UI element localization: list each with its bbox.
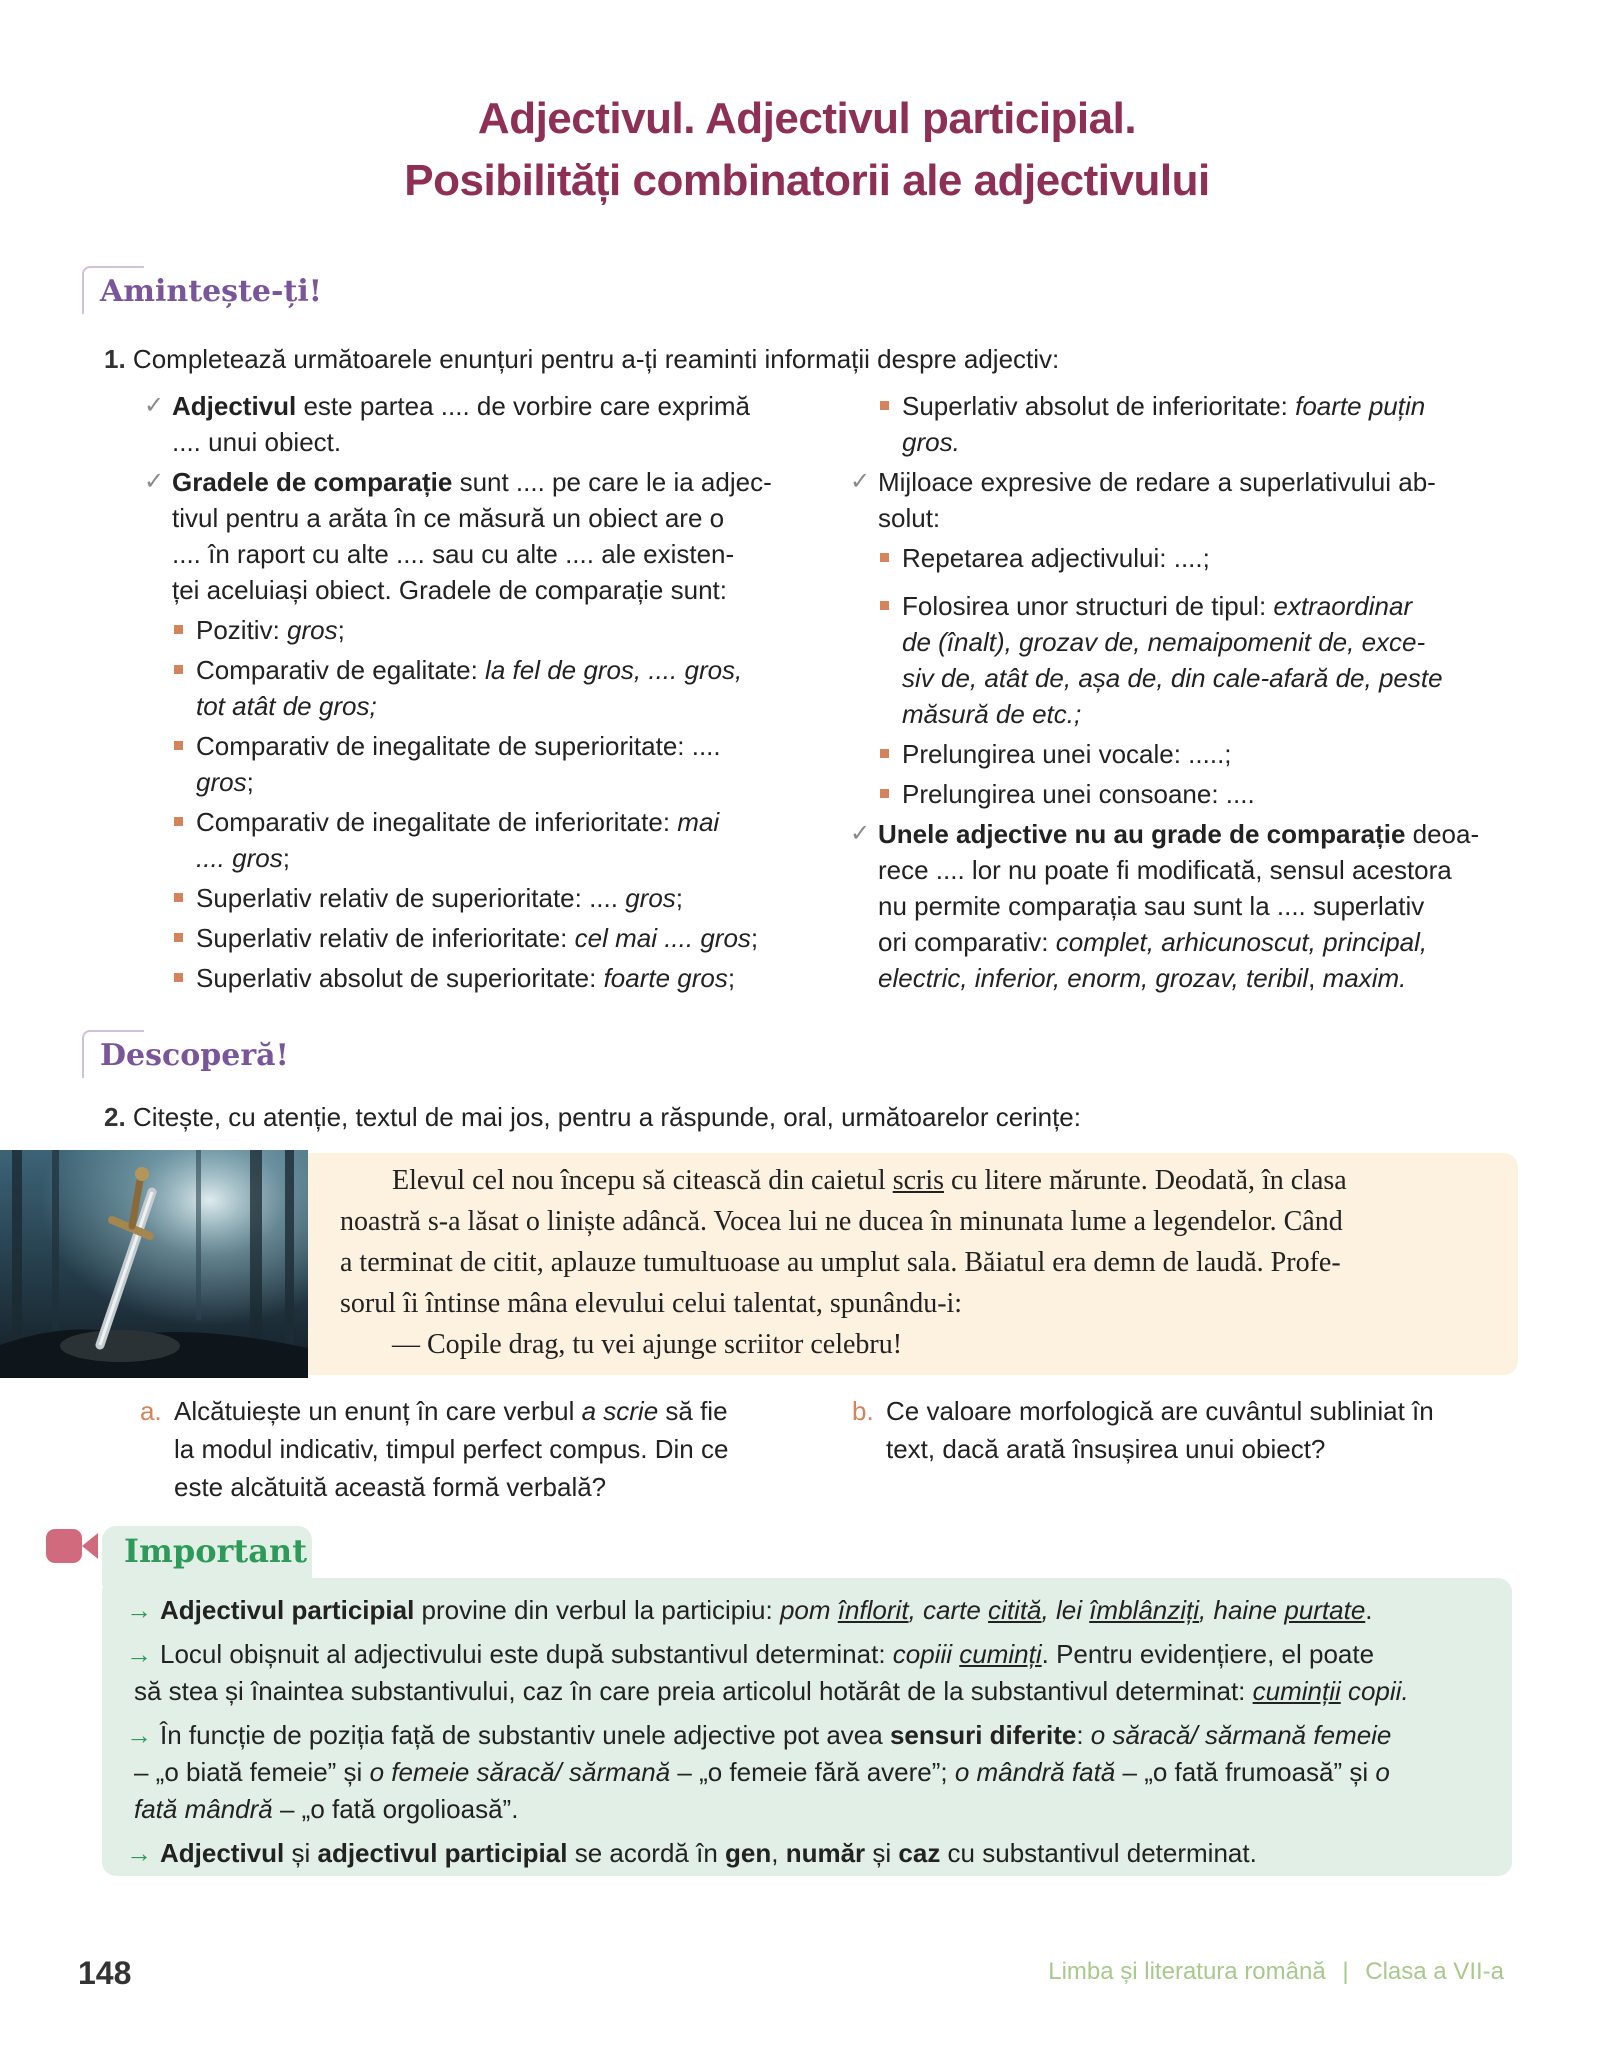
important-item-3: → În funcție de poziția față de substantiv unele adjective pot avea sensuri diferite: o săracă/ sărmană femeie – „o biată femeie” și o femeie săracă/ sărmană – „o femeie fără avere”; o mândră fată – „o fată frumoasă” și o fată mândră – „o fată orgolioasă”. [160, 1717, 1500, 1828]
footer-separator: | [1342, 1958, 1349, 1985]
means-list [902, 540, 1502, 812]
item-text: .... în raport cu alte .... sau cu alte .... ale existen- [172, 539, 735, 569]
item-text: tivul pentru a arăta în ce măsură un obiect are o [172, 503, 725, 533]
means-vocala: Prelungirea unei vocale: .....; [902, 736, 1502, 772]
degree-superlativ-relativ-inferioritate: Superlativ relativ de inferioritate: cel mai .... gros; [196, 920, 794, 956]
subquestion-letter: b. [852, 1396, 874, 1426]
subquestion-b: b. Ce valoare morfologică are cuvântul subliniat în text, dacă arată însușirea unui obiect? [852, 1392, 1512, 1468]
degree-superlativ-absolut-inferioritate: Superlativ absolut de inferioritate: foarte puțin gros. [902, 388, 1502, 460]
section-label: Amintește-ți! [100, 274, 322, 309]
item-text: este partea .... de vorbire care exprimă [296, 391, 751, 421]
important-item-1: → Adjectivul participial provine din verbul la participiu: pom înflorit, carte citită, lei îmblânziți, haine purtate. [160, 1592, 1500, 1629]
title-line-2: Posibilități combinatorii ale adjectivului [404, 156, 1210, 205]
reading-line: a terminat de citit, aplauze tumultuoase au umplut sala. Băiatul era demn de laudă. Profe- [340, 1247, 1341, 1278]
reading-line: noastră s-a lăsat o liniște adâncă. Vocea lui ne ducea în minunata lume a legendelor. Când [340, 1206, 1343, 1237]
question-1 [104, 342, 1524, 376]
degree-list-cont [902, 388, 1502, 460]
means-consoana: Prelungirea unei consoane: .... [902, 776, 1502, 812]
checklist-item-adjectivul [172, 388, 794, 460]
degree-comparativ-egalitate: Comparativ de egalitate: la fel de gros, .... gros, tot atât de gros; [196, 652, 794, 724]
sword-in-forest-image [0, 1150, 308, 1378]
reading-text [340, 1160, 1460, 1365]
footer-grade: Clasa a VII-a [1365, 1958, 1504, 1985]
right-column [878, 388, 1502, 996]
arrow-icon: → [126, 1838, 152, 1868]
degree-list [196, 612, 794, 996]
degree-superlativ-absolut-superioritate: Superlativ absolut de superioritate: foarte gros; [196, 960, 794, 996]
page-title [0, 88, 1614, 212]
means-structuri: Folosirea unor structuri de tipul: extraordinar de (înalt), grozav de, nemaipomenit de, exce- siv de, atât de, așa de, din cale-afară de, peste măsură de etc.; [902, 588, 1502, 732]
question-number: 2. [104, 1102, 126, 1132]
item-text: .... unui obiect. [172, 427, 342, 457]
important-item-4: → Adjectivul și adjectivul participial se acordă în gen, număr și caz cu substantivul determinat. [160, 1835, 1500, 1872]
question-text: Completează următoarele enunțuri pentru a-ți reaminti informații despre adjectiv: [132, 344, 1060, 374]
degree-pozitiv: Pozitiv: gros; [196, 612, 794, 648]
means-repetarea: Repetarea adjectivului: ....; [902, 540, 1502, 576]
question-text: Citește, cu atenție, textul de mai jos, pentru a răspunde, oral, următoarelor cerințe: [132, 1102, 1081, 1132]
checklist-item-gradele [172, 464, 794, 608]
subquestion-a: a. Alcătuiește un enunț în care verbul a scrie să fie la modul indicativ, timpul perfect compus. Din ce este alcătuită această formă verbală? [140, 1392, 800, 1506]
left-column [172, 388, 794, 996]
section-header-descopera [82, 1030, 382, 1076]
degree-comparativ-inferioritate: Comparativ de inegalitate de inferioritate: mai .... gros; [196, 804, 794, 876]
footer-book-info [1030, 1958, 1504, 1986]
checklist-item-unele-adjective: ✓ Unele adjective nu au grade de comparație deoa- rece .... lor nu poate fi modificată, sensul acestora nu permite comparația sau sunt la .... superlativ ori comparativ: complet, arhicunoscut, principal, electric, inferior, enorm, grozav, teribil, maxim. [878, 816, 1502, 996]
item-text: sunt .... pe care le ia adjec- [452, 467, 772, 497]
arrow-icon: → [126, 1720, 152, 1750]
subquestion-letter: a. [140, 1396, 162, 1426]
reading-line: Elevul cel nou începu să citească din caietul scris cu litere mărunte. Deodată, în clasa [392, 1165, 1347, 1196]
underlined-word: scris [892, 1165, 945, 1196]
section-header-aminteste [82, 266, 382, 312]
question-2 [104, 1100, 1524, 1134]
footer-subject: Limba și literatura română [1048, 1958, 1326, 1985]
important-item-2: → Locul obișnuit al adjectivului este după substantivul determinat: copiii cuminți. Pentru evidențiere, el poate să stea și înaintea substantivului, caz în care preia articolul hotărât de la substantivul determinat: cuminții copii. [160, 1636, 1500, 1710]
page-number: 148 [78, 1955, 132, 1991]
reading-line: — Copile drag, tu vei ajunge scriitor celebru! [392, 1329, 903, 1360]
reading-line: sorul îi întinse mâna elevului celui talentat, spunându-i: [340, 1288, 963, 1319]
arrow-icon: → [126, 1639, 152, 1669]
important-list [126, 1592, 1500, 1872]
arrow-icon: → [126, 1595, 152, 1625]
degree-comparativ-superioritate: Comparativ de inegalitate de superioritate: .... gros; [196, 728, 794, 800]
important-label: Important [124, 1532, 307, 1570]
degree-superlativ-relativ-superioritate: Superlativ relativ de superioritate: .... gros; [196, 880, 794, 916]
title-line-1: Adjectivul. Adjectivul participial. [477, 94, 1137, 143]
section-label: Descoperă! [100, 1038, 289, 1073]
term-gradele: Gradele de comparație [172, 467, 453, 497]
question-number: 1. [104, 344, 126, 374]
term-adjectivul: Adjectivul [172, 391, 297, 421]
checklist-item-mijloace: ✓ Mijloace expresive de redare a superlativului ab- solut: [878, 464, 1502, 536]
item-text: ței aceluiași obiect. Gradele de comparație sunt: [172, 575, 727, 605]
important-marker-icon [46, 1527, 100, 1565]
